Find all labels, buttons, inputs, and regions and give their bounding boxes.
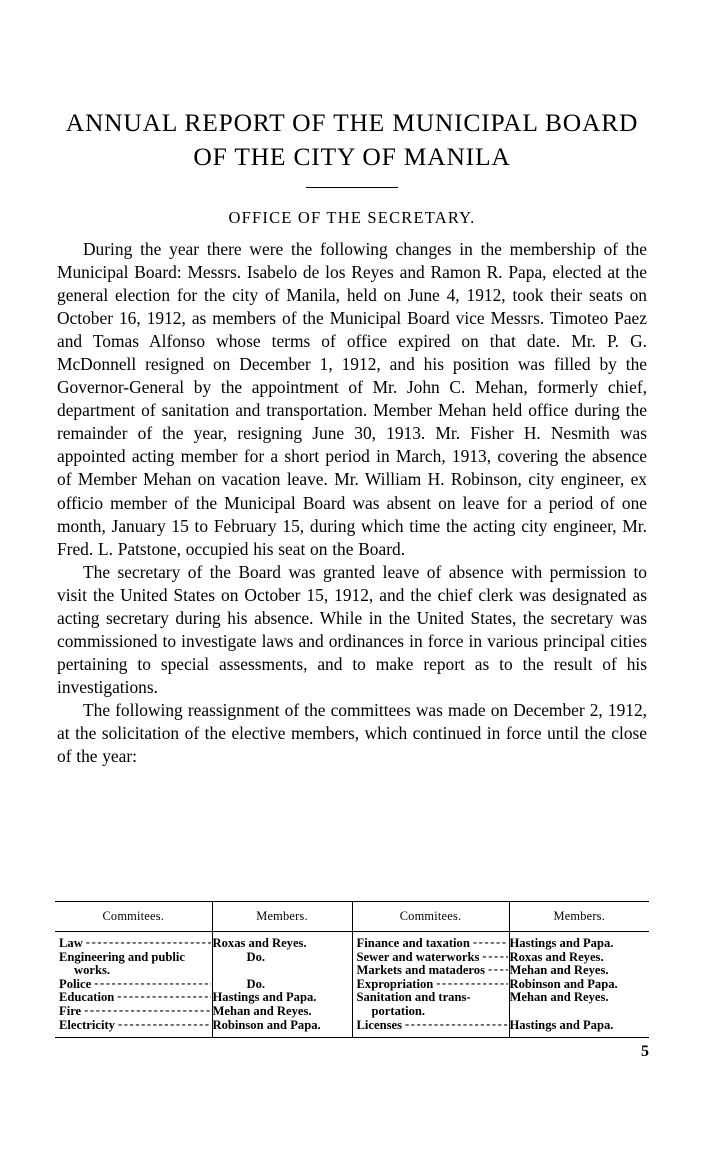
committees-left-cell bbox=[55, 932, 212, 1038]
member-entry: Mehan and Reyes. bbox=[509, 964, 609, 978]
committee-entry: Sanitation and trans- bbox=[356, 991, 471, 1005]
members-left-cell bbox=[212, 932, 352, 1038]
committee-assignment-table bbox=[55, 901, 649, 1037]
members-right-list bbox=[510, 932, 650, 1037]
committee-entry: Police ----- bbox=[59, 978, 212, 992]
committees-left-list bbox=[55, 932, 212, 1037]
committee-entry: Electricity ----- bbox=[59, 1019, 212, 1033]
committee-entry: Expropriation ----- bbox=[357, 978, 509, 992]
table-header-row bbox=[55, 902, 649, 932]
committee-entry: Sewer and waterworks ----- bbox=[357, 951, 509, 965]
table-bottom-rule bbox=[55, 1037, 649, 1038]
member-entry: Do. bbox=[246, 976, 266, 991]
committee-entry-cont: works. bbox=[74, 964, 111, 978]
member-entry: Hastings and Papa. bbox=[212, 991, 317, 1005]
paragraph-3: The following reassignment of the committees was made on December 2, 1912, at the solicitation of the elective members, which continued in force until the close of the year: bbox=[57, 699, 647, 767]
paragraph-1: During the year there were the following changes in the membership of the Municipal Board: Messrs. Isabelo de los Reyes and Ramon R. Papa, elected at the general election for the city of Manila, held on June 4, 1912, took their seats on October 16, 1912, as members of the Municipal Board vice Messrs. Timoteo Paez and Tomas Alfonso whose terms of office expired on that date. Mr. P. G. McDonnell resigned on December 1, 1912, and his position was filled by the Governor-General by the appointment of Mr. John C. Mehan, formerly chief, department of sanitation and transportation. Member Mehan held office during the remainder of the year, resigning June 30, 1913. Mr. Fisher H. Nesmith was appointed acting member for a short period in March, 1913, covering the absence of Member Mehan on vacation leave. Mr. William H. Robinson, city engineer, ex officio member of the Municipal Board was absent on leave for a period of one month, January 15 to February 15, during which time the acting city engineer, Mr. Fred. L. Patstone, occupied his seat on the Board. bbox=[57, 239, 647, 559]
table-body-row bbox=[55, 932, 649, 1038]
member-entry: Roxas and Reyes. bbox=[212, 937, 307, 950]
paragraph-2: The secretary of the Board was granted leave of absence with permission to visit the United States on October 15, 1912, and the chief clerk was designated as acting secretary during his absence. While in the United States, the secretary was commissioned to investigate laws and ordinances in force in various principal cities pertaining to special assessments, and to make report as to the result of his investigations. bbox=[57, 561, 647, 697]
member-entry: Hastings and Papa. bbox=[509, 1018, 614, 1032]
page-number: 5 bbox=[641, 1043, 649, 1060]
body-text bbox=[57, 238, 647, 768]
members-left-list bbox=[213, 932, 352, 1037]
committee-entry: Education ----- bbox=[59, 991, 212, 1005]
member-entry: Do. bbox=[246, 949, 266, 964]
committee-entry: Finance and taxation ----- bbox=[357, 937, 509, 951]
member-entry: Mehan and Reyes. bbox=[509, 991, 609, 1005]
committees-right-list bbox=[353, 932, 509, 1037]
committee-entry: Law ----- bbox=[59, 937, 212, 951]
committee-entry: Licenses ----- bbox=[357, 1019, 509, 1033]
member-entry: Mehan and Reyes. bbox=[212, 1004, 312, 1018]
title-divider-rule bbox=[306, 187, 398, 188]
member-entry: Robinson and Papa. bbox=[509, 977, 618, 991]
committee-entry-cont: portation. bbox=[371, 1004, 426, 1018]
page-title bbox=[36, 106, 668, 174]
committee-entry: Markets and mataderos ----- bbox=[357, 964, 509, 978]
header-committees-left: Commitees. bbox=[55, 902, 212, 932]
title-line-2: OF THE CITY OF MANILA bbox=[193, 142, 511, 171]
header-members-left: Members. bbox=[212, 902, 352, 932]
header-committees-right: Commitees. bbox=[352, 902, 509, 932]
members-right-cell bbox=[509, 932, 649, 1038]
member-entry: Hastings and Papa. bbox=[509, 937, 614, 950]
committee-entry: Engineering and public bbox=[59, 950, 185, 964]
title-line-1: ANNUAL REPORT OF THE MUNICIPAL BOARD bbox=[65, 108, 639, 137]
committees-right-cell bbox=[352, 932, 509, 1038]
member-entry: Robinson and Papa. bbox=[212, 1018, 321, 1032]
header-members-right: Members. bbox=[509, 902, 649, 932]
section-heading: OFFICE OF THE SECRETARY. bbox=[228, 208, 476, 227]
committee-entry: Fire ----- bbox=[59, 1005, 212, 1019]
member-entry: Roxas and Reyes. bbox=[509, 950, 604, 964]
